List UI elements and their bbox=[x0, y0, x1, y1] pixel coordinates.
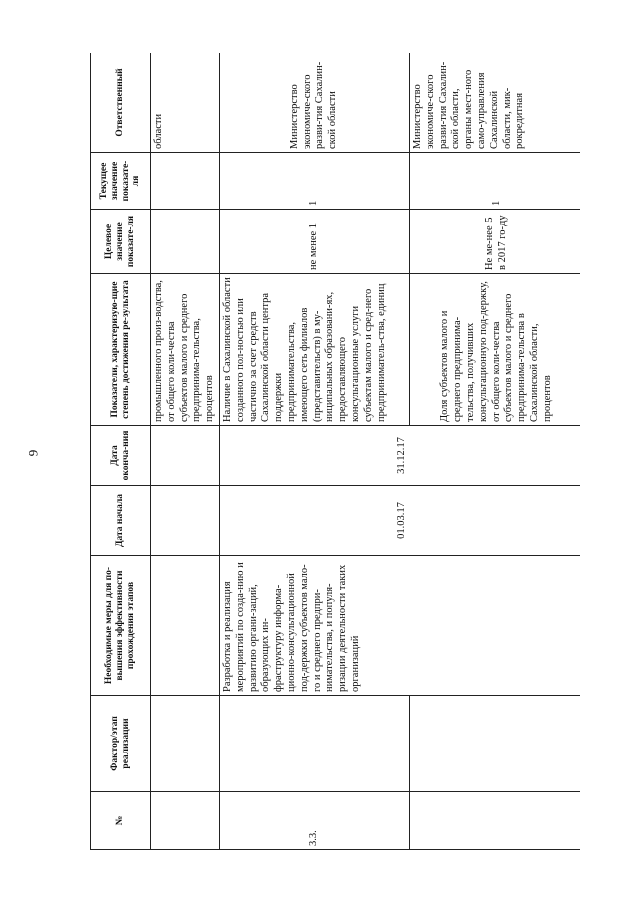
header-start: Дата начала bbox=[91, 486, 151, 556]
cell-end: 31.12.17 bbox=[219, 426, 580, 486]
table-row bbox=[219, 53, 409, 850]
cell-current: 1 bbox=[219, 153, 409, 210]
cell-measures bbox=[151, 556, 220, 696]
header-indicators: Показатели, характеризую-щие степень достижения ре-зультата bbox=[91, 274, 151, 426]
cell-indicator: Наличие в Сахалинской области созданного пол-ностью или частично за счет средств Сахалинской области центра поддержки предпринимательства, имеющего сеть филиалов (представительств) в му-ниципальных образовани-ях, предоставляющего консультационные услуги субъектам малого и сред-него предприниматель-ства, единиц bbox=[219, 274, 409, 426]
header-responsible: Ответственный bbox=[91, 53, 151, 153]
rotated-table-sheet bbox=[90, 53, 580, 850]
header-target: Целевое значение показате-ля bbox=[91, 210, 151, 274]
cell-num: 3.3. bbox=[219, 792, 409, 850]
measures-table bbox=[90, 53, 580, 850]
table-row bbox=[151, 53, 220, 850]
header-end: Дата оконча-ния bbox=[91, 426, 151, 486]
header-factor: Фактор/этап реализации bbox=[91, 696, 151, 792]
cell-indicator: Доля субъектов малого и среднего предпринима-тельства, получивших консультационную под-держку, от общего коли-чества субъектов малого и среднего предпринима-тельства в Сахалинской области, процентов bbox=[409, 274, 580, 426]
cell-start bbox=[151, 486, 220, 556]
header-measures: Необходимые меры для по-вышения эффективности прохождения этапов bbox=[91, 556, 151, 696]
cell-num bbox=[151, 792, 220, 850]
cell-responsible: Министерство экономиче-ского разви-тия Сахалин-ской области, органы мест-ного само-управления Сахалинской области, мик-рокредитная bbox=[409, 53, 580, 153]
cell-responsible: Министерство экономиче-ского разви-тия Сахалин-ской области bbox=[219, 53, 409, 153]
cell-responsible: области bbox=[151, 53, 220, 153]
table-header-row bbox=[91, 53, 151, 850]
cell-factor bbox=[219, 696, 409, 792]
cell-target bbox=[151, 210, 220, 274]
cell-factor bbox=[151, 696, 220, 792]
cell-current: 1 bbox=[409, 153, 580, 210]
page-number: 9 bbox=[25, 449, 41, 457]
table-container bbox=[90, 53, 580, 850]
cell-target: Не ме-нее 5 в 2017 го-ду bbox=[409, 210, 580, 274]
cell-num bbox=[409, 792, 580, 850]
cell-target: не менее 1 bbox=[219, 210, 409, 274]
header-current: Текущее значение показате-ля bbox=[91, 153, 151, 210]
cell-factor bbox=[409, 696, 580, 792]
cell-indicator: промышленного произ-водства, от общего коли-чества субъектов малого и среднего предпринима-тельства, процентов bbox=[151, 274, 220, 426]
cell-start: 01.03.17 bbox=[219, 486, 580, 556]
cell-end bbox=[151, 426, 220, 486]
cell-current bbox=[151, 153, 220, 210]
cell-measures: Разработка и реализация мероприятий по созда-нию и развитию органи-заций, образующих ин-фраструктуру информа-ционно-консультационной под-держки субъектов мало-го и среднего предпри-нимательства, и популя-ризации деятельности таких организаций bbox=[219, 556, 580, 696]
header-num: № bbox=[91, 792, 151, 850]
